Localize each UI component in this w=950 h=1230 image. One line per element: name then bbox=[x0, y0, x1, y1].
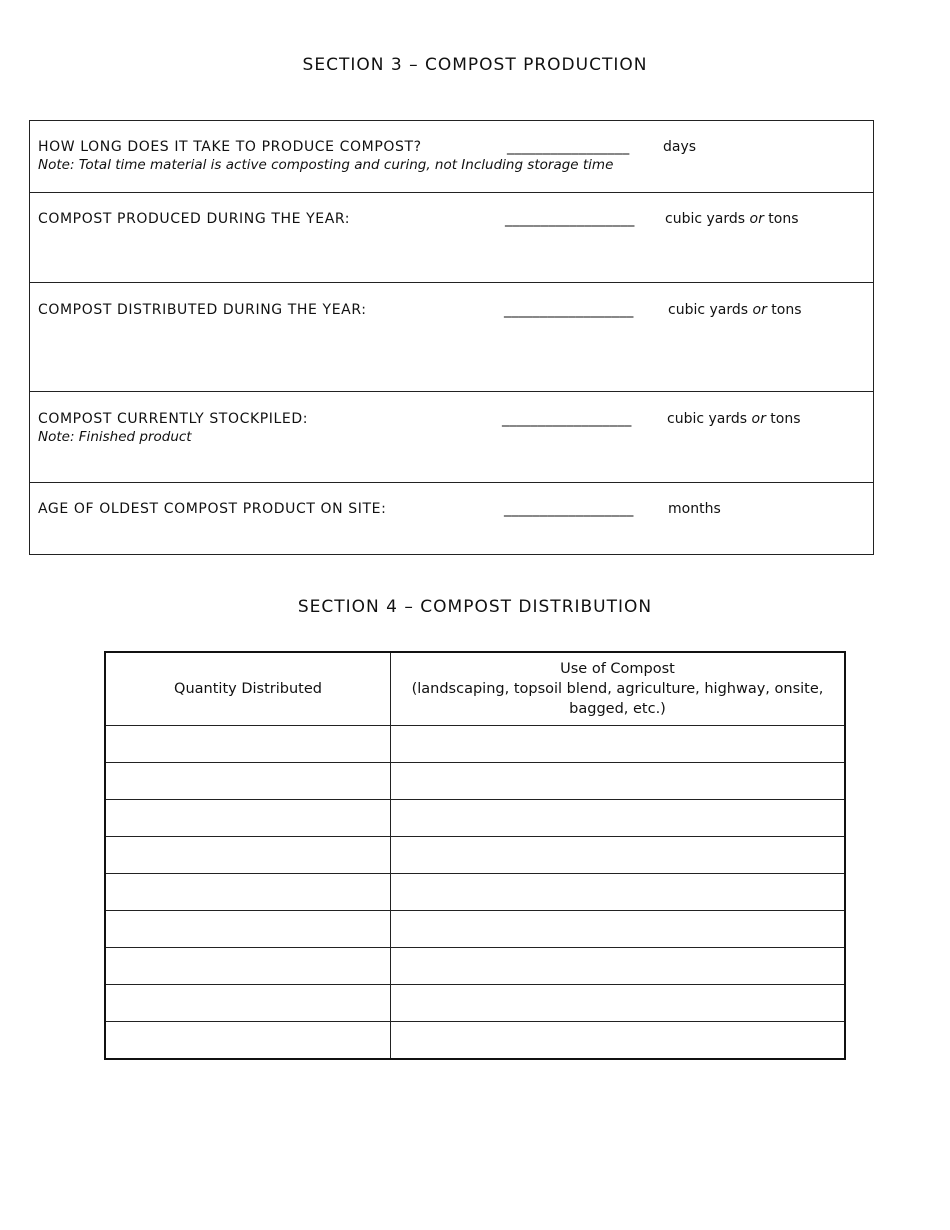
compost-distributed-field[interactable]: __________________ bbox=[504, 302, 634, 318]
section-4-title: SECTION 4 – COMPOST DISTRIBUTION bbox=[297, 597, 653, 617]
table-header-row bbox=[105, 652, 845, 726]
production-time-question: HOW LONG DOES IT TAKE TO PRODUCE COMPOST? bbox=[38, 139, 422, 155]
quantity-cell[interactable] bbox=[105, 948, 391, 985]
use-cell[interactable] bbox=[391, 874, 846, 911]
production-time-note: Note: Total time material is active composting and curing, not Including storage time bbox=[38, 157, 614, 173]
production-time-field[interactable]: _________________ bbox=[507, 139, 630, 155]
compost-produced-question: COMPOST PRODUCED DURING THE YEAR: bbox=[38, 211, 351, 227]
compost-production-table bbox=[29, 120, 874, 555]
use-cell[interactable] bbox=[391, 837, 846, 874]
oldest-compost-age-question: AGE OF OLDEST COMPOST PRODUCT ON SITE: bbox=[38, 501, 387, 517]
compost-stockpiled-row bbox=[30, 392, 873, 483]
quantity-distributed-header: Quantity Distributed bbox=[105, 652, 391, 726]
use-of-compost-header bbox=[391, 652, 846, 726]
compost-distribution-table bbox=[104, 651, 846, 1060]
compost-stockpiled-note: Note: Finished product bbox=[38, 429, 192, 445]
use-of-compost-examples: (landscaping, topsoil blend, agriculture, highway, onsite, bagged, etc.) bbox=[411, 681, 824, 717]
table-row bbox=[105, 911, 845, 948]
quantity-cell[interactable] bbox=[105, 800, 391, 837]
use-cell[interactable] bbox=[391, 1022, 846, 1060]
quantity-cell[interactable] bbox=[105, 1022, 391, 1060]
compost-stockpiled-question: COMPOST CURRENTLY STOCKPILED: bbox=[38, 411, 309, 427]
compost-distributed-unit: cubic yards or tons bbox=[668, 302, 802, 318]
table-row bbox=[105, 985, 845, 1022]
table-row bbox=[105, 948, 845, 985]
quantity-cell[interactable] bbox=[105, 911, 391, 948]
compost-produced-unit: cubic yards or tons bbox=[665, 211, 799, 227]
production-time-row bbox=[30, 121, 873, 193]
table-row bbox=[105, 837, 845, 874]
oldest-compost-age-field[interactable]: __________________ bbox=[504, 501, 634, 517]
use-cell[interactable] bbox=[391, 948, 846, 985]
compost-distributed-row bbox=[30, 283, 873, 392]
table-row bbox=[105, 874, 845, 911]
use-of-compost-title: Use of Compost bbox=[560, 661, 675, 677]
quantity-cell[interactable] bbox=[105, 763, 391, 800]
quantity-cell[interactable] bbox=[105, 726, 391, 763]
use-cell[interactable] bbox=[391, 911, 846, 948]
oldest-compost-age-unit: months bbox=[668, 501, 721, 517]
quantity-cell[interactable] bbox=[105, 985, 391, 1022]
section-3-title: SECTION 3 – COMPOST PRODUCTION bbox=[302, 55, 648, 75]
use-cell[interactable] bbox=[391, 726, 846, 763]
quantity-cell[interactable] bbox=[105, 837, 391, 874]
table-row bbox=[105, 726, 845, 763]
table-row bbox=[105, 1022, 845, 1060]
use-cell[interactable] bbox=[391, 763, 846, 800]
compost-distributed-question: COMPOST DISTRIBUTED DURING THE YEAR: bbox=[38, 302, 367, 318]
use-cell[interactable] bbox=[391, 800, 846, 837]
compost-produced-field[interactable]: __________________ bbox=[505, 211, 635, 227]
compost-stockpiled-field[interactable]: __________________ bbox=[502, 411, 632, 427]
table-row bbox=[105, 763, 845, 800]
compost-produced-row bbox=[30, 193, 873, 283]
table-row bbox=[105, 800, 845, 837]
use-cell[interactable] bbox=[391, 985, 846, 1022]
quantity-cell[interactable] bbox=[105, 874, 391, 911]
production-time-unit: days bbox=[663, 139, 697, 155]
compost-stockpiled-unit: cubic yards or tons bbox=[667, 411, 801, 427]
oldest-compost-age-row bbox=[30, 483, 873, 554]
